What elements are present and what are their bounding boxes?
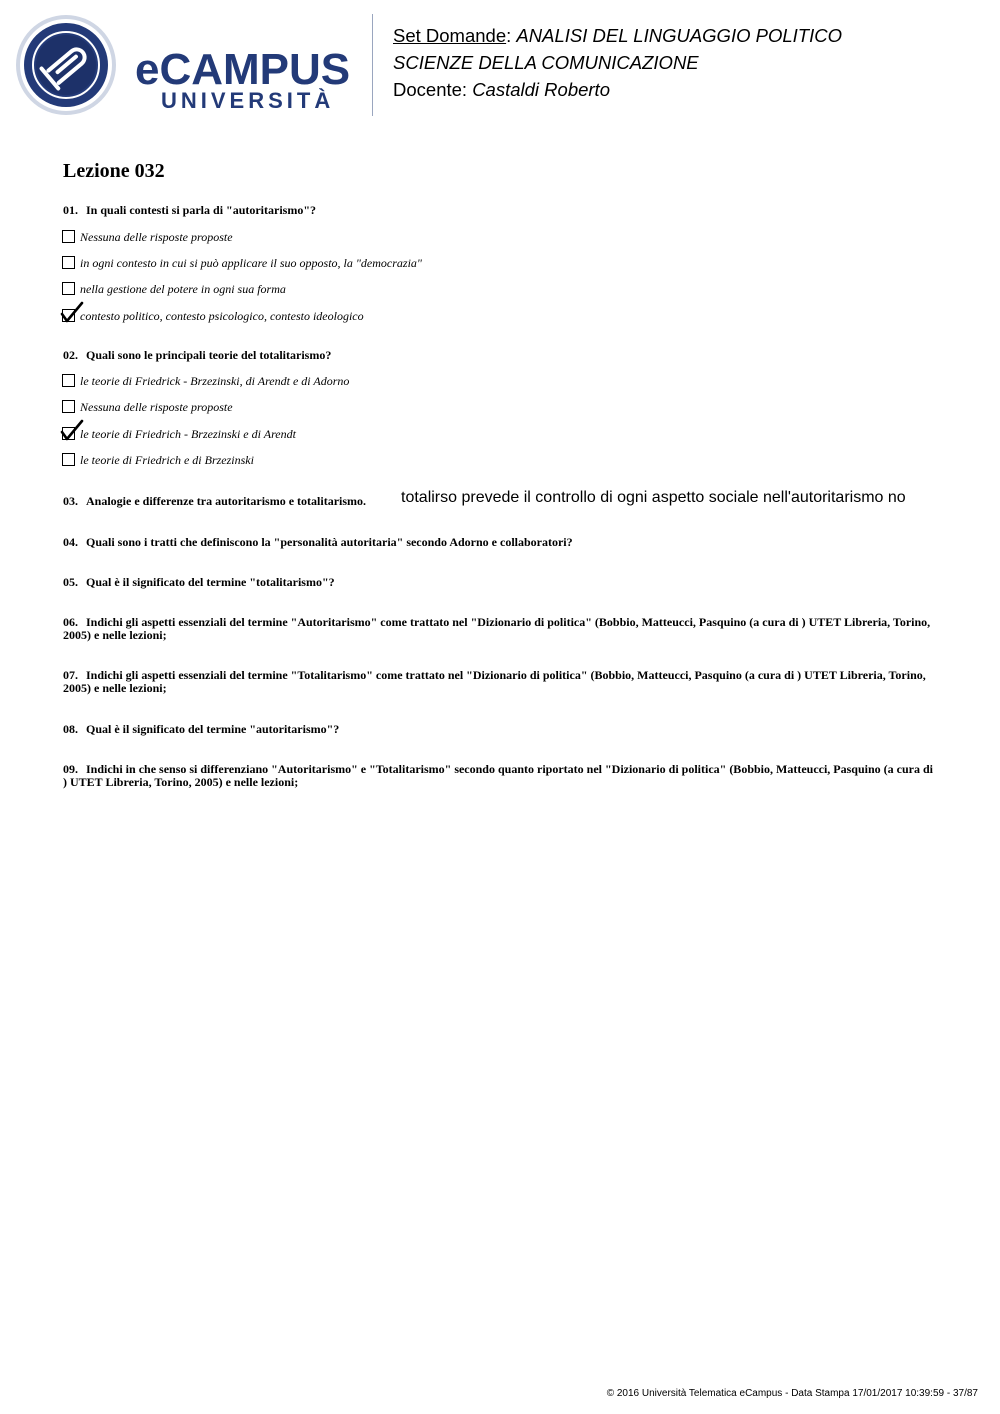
question-number: 06.	[63, 615, 78, 629]
question-text: Qual è il significato del termine "autoritarismo"?	[86, 722, 340, 736]
checkbox[interactable]	[62, 282, 75, 295]
checkbox[interactable]	[62, 230, 75, 243]
question-text: Quali sono i tratti che definiscono la "personalità autoritaria" secondo Adorno e collaboratori?	[86, 535, 573, 549]
question-text: Qual è il significato del termine "totalitarismo"?	[86, 575, 335, 589]
question-08	[63, 723, 943, 736]
question-number: 09.	[63, 762, 78, 776]
docente-value: Castaldi Roberto	[472, 79, 610, 100]
question-number: 03.	[63, 494, 78, 508]
set-label: Set Domande	[393, 25, 507, 46]
question-number: 02.	[63, 348, 78, 362]
question-number: 05.	[63, 575, 78, 589]
logo-wordmark: eCAMPUS	[135, 45, 351, 94]
question-text: Analogie e differenze tra autoritarismo e totalitarismo.	[86, 494, 367, 508]
set-value: ANALISI DEL LINGUAGGIO POLITICO	[516, 25, 842, 46]
docente-label: Docente:	[393, 79, 468, 100]
question-number: 01.	[63, 203, 78, 217]
question-07	[63, 669, 943, 695]
page-footer: © 2016 Università Telematica eCampus - Data Stampa 17/01/2017 10:39:59 - 37/87	[606, 1388, 978, 1399]
ecampus-logo	[15, 14, 360, 118]
checkbox[interactable]	[62, 256, 75, 269]
question-text: Indichi in che senso si differenziano "Autoritarismo" e "Totalitarismo" secondo quanto riportato nel "Dizionario di politica" (Bobbio, Matteucci, Pasquino (a cura di ) UTET Libreria, Torino, 2005) e nelle lezioni;	[63, 762, 933, 789]
question-04	[63, 536, 943, 549]
question-number: 08.	[63, 722, 78, 736]
question-text: Quali sono le principali teorie del totalitarismo?	[86, 348, 332, 362]
option-text: nella gestione del potere in ogni sua forma	[80, 282, 286, 296]
question-text: Indichi gli aspetti essenziali del termine "Autoritarismo" come trattato nel "Dizionario di politica" (Bobbio, Matteucci, Pasquino (a cura di ) UTET Libreria, Torino, 2005) e nelle lezioni;	[63, 615, 931, 642]
question-05	[63, 576, 943, 589]
course-line	[393, 49, 842, 76]
question-06	[63, 616, 943, 642]
answer-text: totalirso prevede il controllo di ogni aspetto sociale nell'autoritarismo no	[401, 489, 906, 506]
question-number: 04.	[63, 535, 78, 549]
option-text: le teorie di Friedrich - Brzezinski e di Arendt	[80, 427, 296, 441]
question-text: Indichi gli aspetti essenziali del termine "Totalitarismo" come trattato nel "Dizionario di politica" (Bobbio, Matteucci, Pasquino (a cura di ) UTET Libreria, Torino, 2005) e nelle lezioni;	[63, 668, 926, 695]
docente-line	[393, 76, 842, 103]
option-text: le teorie di Friedrich e di Brzezinski	[80, 453, 254, 467]
option-text: Nessuna delle risposte proposte	[80, 400, 233, 414]
option-text: in ogni contesto in cui si può applicare il suo opposto, la "democrazia"	[80, 256, 422, 270]
logo-subtitle: UNIVERSITÀ	[161, 88, 335, 113]
university-seal-icon	[15, 14, 117, 116]
question-01	[63, 204, 943, 217]
checkbox[interactable]	[62, 453, 75, 466]
question-02	[63, 349, 943, 362]
question-03	[63, 495, 393, 508]
checkbox[interactable]	[62, 374, 75, 387]
course-name: SCIENZE DELLA COMUNICAZIONE	[393, 52, 699, 73]
header-info	[393, 22, 842, 103]
option-text: le teorie di Friedrick - Brzezinski, di Arendt e di Adorno	[80, 374, 350, 388]
question-number: 07.	[63, 668, 78, 682]
set-domande-line: Set Domande: ANALISI DEL LINGUAGGIO POLITICO	[393, 25, 842, 46]
option-text: contesto politico, contesto psicologico, contesto ideologico	[80, 309, 364, 323]
option-text: Nessuna delle risposte proposte	[80, 230, 233, 244]
checkbox[interactable]	[62, 400, 75, 413]
question-text: In quali contesti si parla di "autoritarismo"?	[86, 203, 317, 217]
header-divider	[372, 14, 373, 116]
question-09	[63, 763, 938, 789]
lesson-title: Lezione 032	[63, 160, 165, 182]
